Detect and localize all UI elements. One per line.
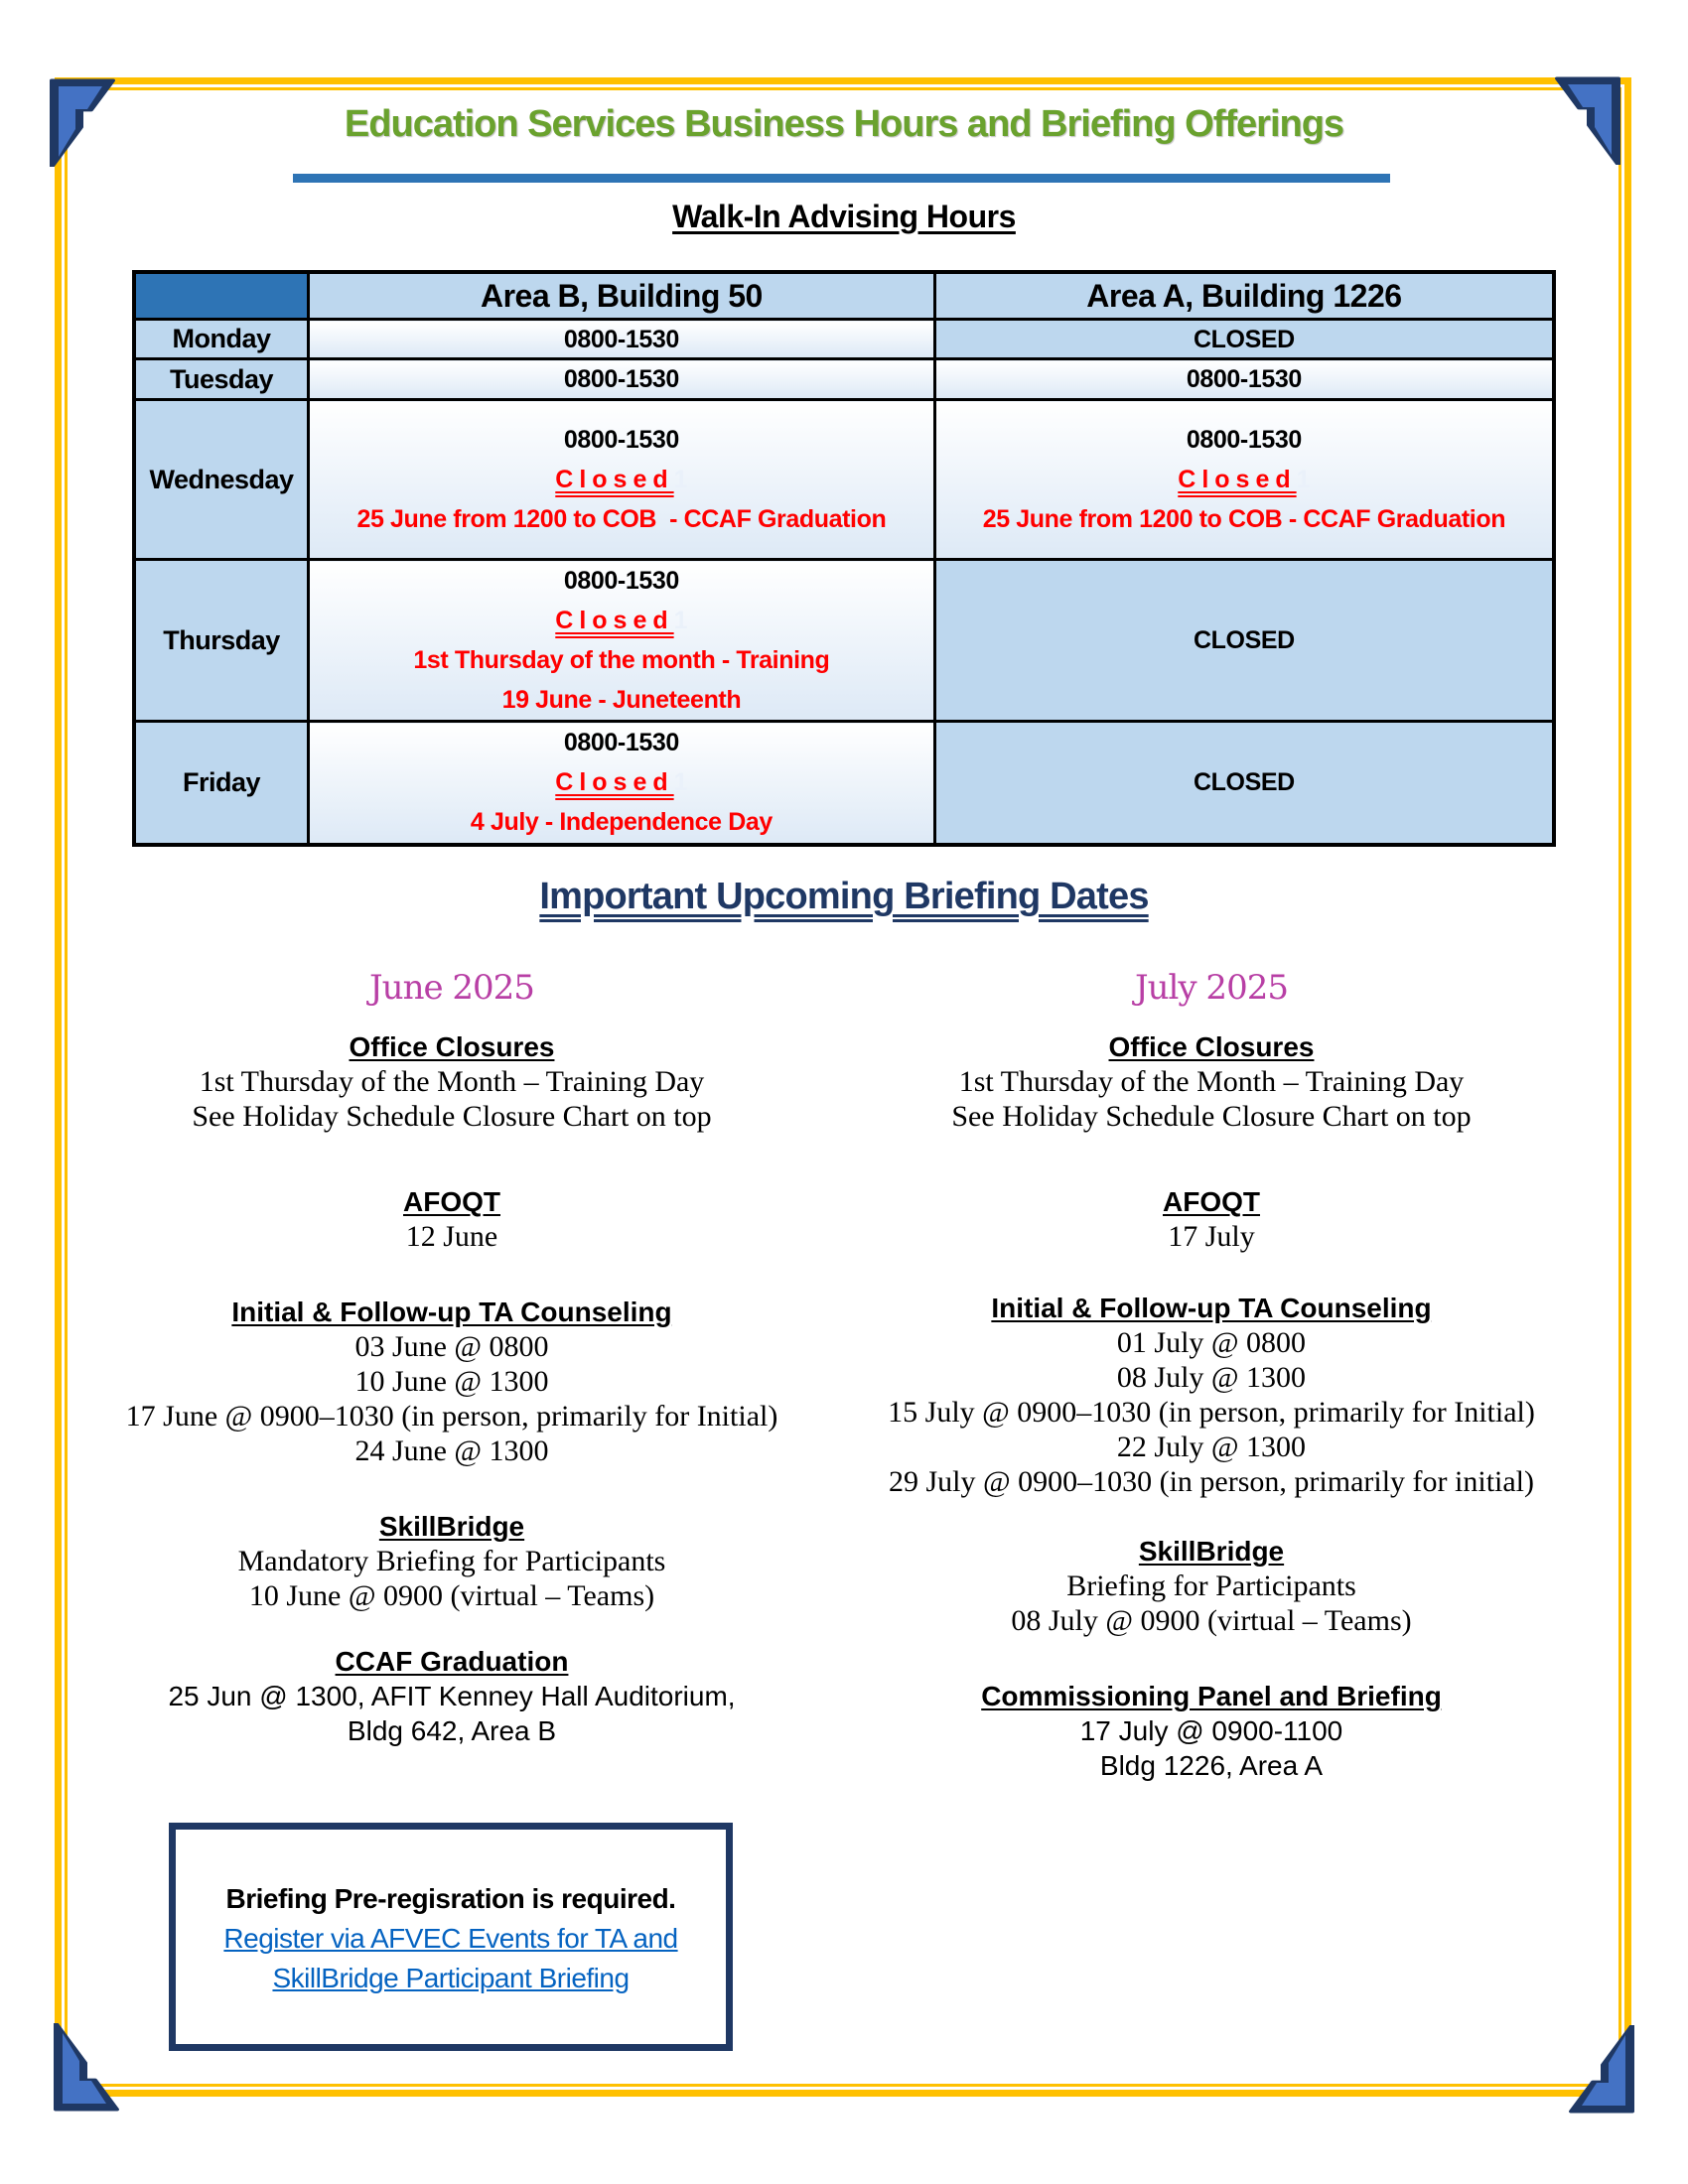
afoqt-block [60, 1185, 844, 1254]
block-line: 12 June [405, 1220, 498, 1253]
block-line: 08 July @ 0900 (virtual – Teams) [1011, 1604, 1412, 1637]
area-a-cell [934, 320, 1554, 359]
afvec-register-link[interactable] [176, 1919, 726, 1959]
link-line[interactable]: Register via AFVEC Events for TA and [223, 1923, 678, 1954]
block-line: 08 July @ 1300 [1116, 1361, 1307, 1394]
block-line: See Holiday Schedule Closure Chart on top [192, 1100, 712, 1133]
block-line: 24 June @ 1300 [354, 1434, 549, 1467]
area-b-cell [309, 320, 935, 359]
block-line: 15 July @ 0900–1030 (in person, primarily for Initial) [888, 1396, 1535, 1429]
afoqt-block [814, 1185, 1609, 1254]
table-corner-cell [134, 272, 309, 320]
skillbridge-block [814, 1535, 1609, 1638]
area-b-cell [309, 359, 935, 400]
june-column [60, 963, 844, 1748]
block-line: Mandatory Briefing for Participants [237, 1545, 666, 1577]
footnote-marker: 1 [673, 466, 688, 493]
block-line: See Holiday Schedule Closure Chart on top [951, 1100, 1472, 1133]
closure-note: 19 June - Juneteenth [501, 686, 742, 714]
table-row [134, 320, 1554, 359]
ta-counseling-block [60, 1296, 844, 1468]
block-line: 22 July @ 1300 [1116, 1431, 1307, 1463]
block-line: 10 June @ 0900 (virtual – Teams) [248, 1579, 655, 1612]
office-closures-block [60, 1030, 844, 1134]
block-heading: AFOQT [403, 1186, 500, 1217]
link-line[interactable]: SkillBridge Participant Briefing [272, 1963, 630, 1993]
hours-text: 0800-1530 [1186, 426, 1302, 454]
block-line: 17 July [1168, 1220, 1255, 1253]
hours-text: 0800-1530 [563, 365, 679, 393]
hours-text: 0800-1530 [563, 729, 679, 757]
month-heading: June 2025 [369, 968, 534, 1008]
ccaf-graduation-block [60, 1645, 844, 1748]
registration-notice [169, 1823, 733, 2051]
skillbridge-block [60, 1510, 844, 1613]
block-heading: SkillBridge [378, 1511, 525, 1542]
walk-in-hours-table [132, 270, 1556, 847]
hours-text: 0800-1530 [563, 426, 679, 454]
corner-bracket-icon [52, 2023, 121, 2113]
footnote-marker: 1 [1296, 466, 1311, 493]
block-line: 25 Jun @ 1300, AFIT Kenney Hall Auditorium, [168, 1681, 736, 1711]
block-line: 01 July @ 0800 [1116, 1326, 1307, 1359]
block-heading: SkillBridge [1138, 1536, 1285, 1567]
day-label: Thursday [134, 560, 309, 722]
corner-bracket-icon [1567, 2025, 1636, 2115]
hours-text: 0800-1530 [1186, 365, 1302, 393]
title-divider [293, 174, 1390, 183]
block-heading: Commissioning Panel and Briefing [981, 1681, 1442, 1711]
column-header-area-b: Area B, Building 50 [309, 272, 935, 320]
table-row [134, 560, 1554, 722]
closed-label: Closed [555, 607, 674, 634]
block-line: Bldg 1226, Area A [1099, 1750, 1324, 1781]
block-line: 1st Thursday of the Month – Training Day [199, 1065, 705, 1098]
day-label: Tuesday [134, 359, 309, 400]
day-label: Wednesday [134, 400, 309, 560]
block-heading: Office Closures [349, 1031, 555, 1062]
afvec-register-link-cont[interactable] [176, 1959, 726, 1998]
block-heading: AFOQT [1163, 1186, 1260, 1217]
hours-text: CLOSED [1194, 325, 1295, 353]
briefing-dates-heading: Important Upcoming Briefing Dates [539, 876, 1149, 917]
area-b-cell [309, 560, 935, 722]
page-title: Education Services Business Hours and Briefing Offerings [344, 103, 1344, 145]
block-line: Bldg 642, Area B [347, 1715, 557, 1746]
footnote-marker: 1 [673, 768, 688, 797]
ta-counseling-block [814, 1292, 1609, 1499]
table-row [134, 400, 1554, 560]
closed-label: Closed [555, 466, 674, 493]
closure-note: 1st Thursday of the month - Training [413, 646, 830, 674]
office-closures-block [814, 1030, 1609, 1134]
area-b-cell [309, 722, 935, 845]
area-a-cell [934, 722, 1554, 845]
day-label: Friday [134, 722, 309, 845]
july-column [814, 963, 1609, 1783]
table-header-row [134, 272, 1554, 320]
block-heading: CCAF Graduation [335, 1646, 569, 1677]
hours-text: 0800-1530 [563, 325, 679, 353]
footnote-marker: 1 [673, 607, 688, 634]
area-a-cell [934, 359, 1554, 400]
block-line: 17 June @ 0900–1030 (in person, primarily for Initial) [125, 1400, 778, 1433]
closed-label: Closed [1178, 466, 1297, 493]
block-heading: Office Closures [1108, 1031, 1315, 1062]
walk-in-hours-heading: Walk-In Advising Hours [672, 199, 1016, 234]
commissioning-block [814, 1680, 1609, 1783]
table-row [134, 359, 1554, 400]
block-heading: Initial & Follow-up TA Counseling [231, 1297, 672, 1327]
closed-label: Closed [555, 768, 674, 797]
closure-note: 25 June from 1200 to COB - CCAF Graduation [356, 505, 887, 533]
block-line: 17 July @ 0900-1100 [1079, 1715, 1343, 1746]
block-line: 1st Thursday of the Month – Training Day [958, 1065, 1465, 1098]
hours-text: 0800-1530 [563, 567, 679, 595]
month-heading: July 2025 [1135, 968, 1288, 1008]
day-label: Monday [134, 320, 309, 359]
block-line: 10 June @ 1300 [354, 1365, 549, 1398]
block-line: 03 June @ 0800 [354, 1330, 549, 1363]
area-a-cell [934, 560, 1554, 722]
block-line: Briefing for Participants [1066, 1570, 1356, 1602]
registration-required-text: Briefing Pre-regisration is required. [225, 1883, 676, 1914]
block-heading: Initial & Follow-up TA Counseling [991, 1293, 1432, 1323]
table-row [134, 722, 1554, 845]
hours-text: CLOSED [1194, 626, 1295, 654]
area-b-cell [309, 400, 935, 560]
closure-note: 4 July - Independence Day [470, 808, 773, 837]
block-line: 29 July @ 0900–1030 (in person, primarily for initial) [888, 1465, 1535, 1498]
area-a-cell [934, 400, 1554, 560]
closure-note: 25 June from 1200 to COB - CCAF Graduation [982, 505, 1506, 533]
column-header-area-a: Area A, Building 1226 [934, 272, 1554, 320]
hours-text: CLOSED [1194, 768, 1295, 797]
